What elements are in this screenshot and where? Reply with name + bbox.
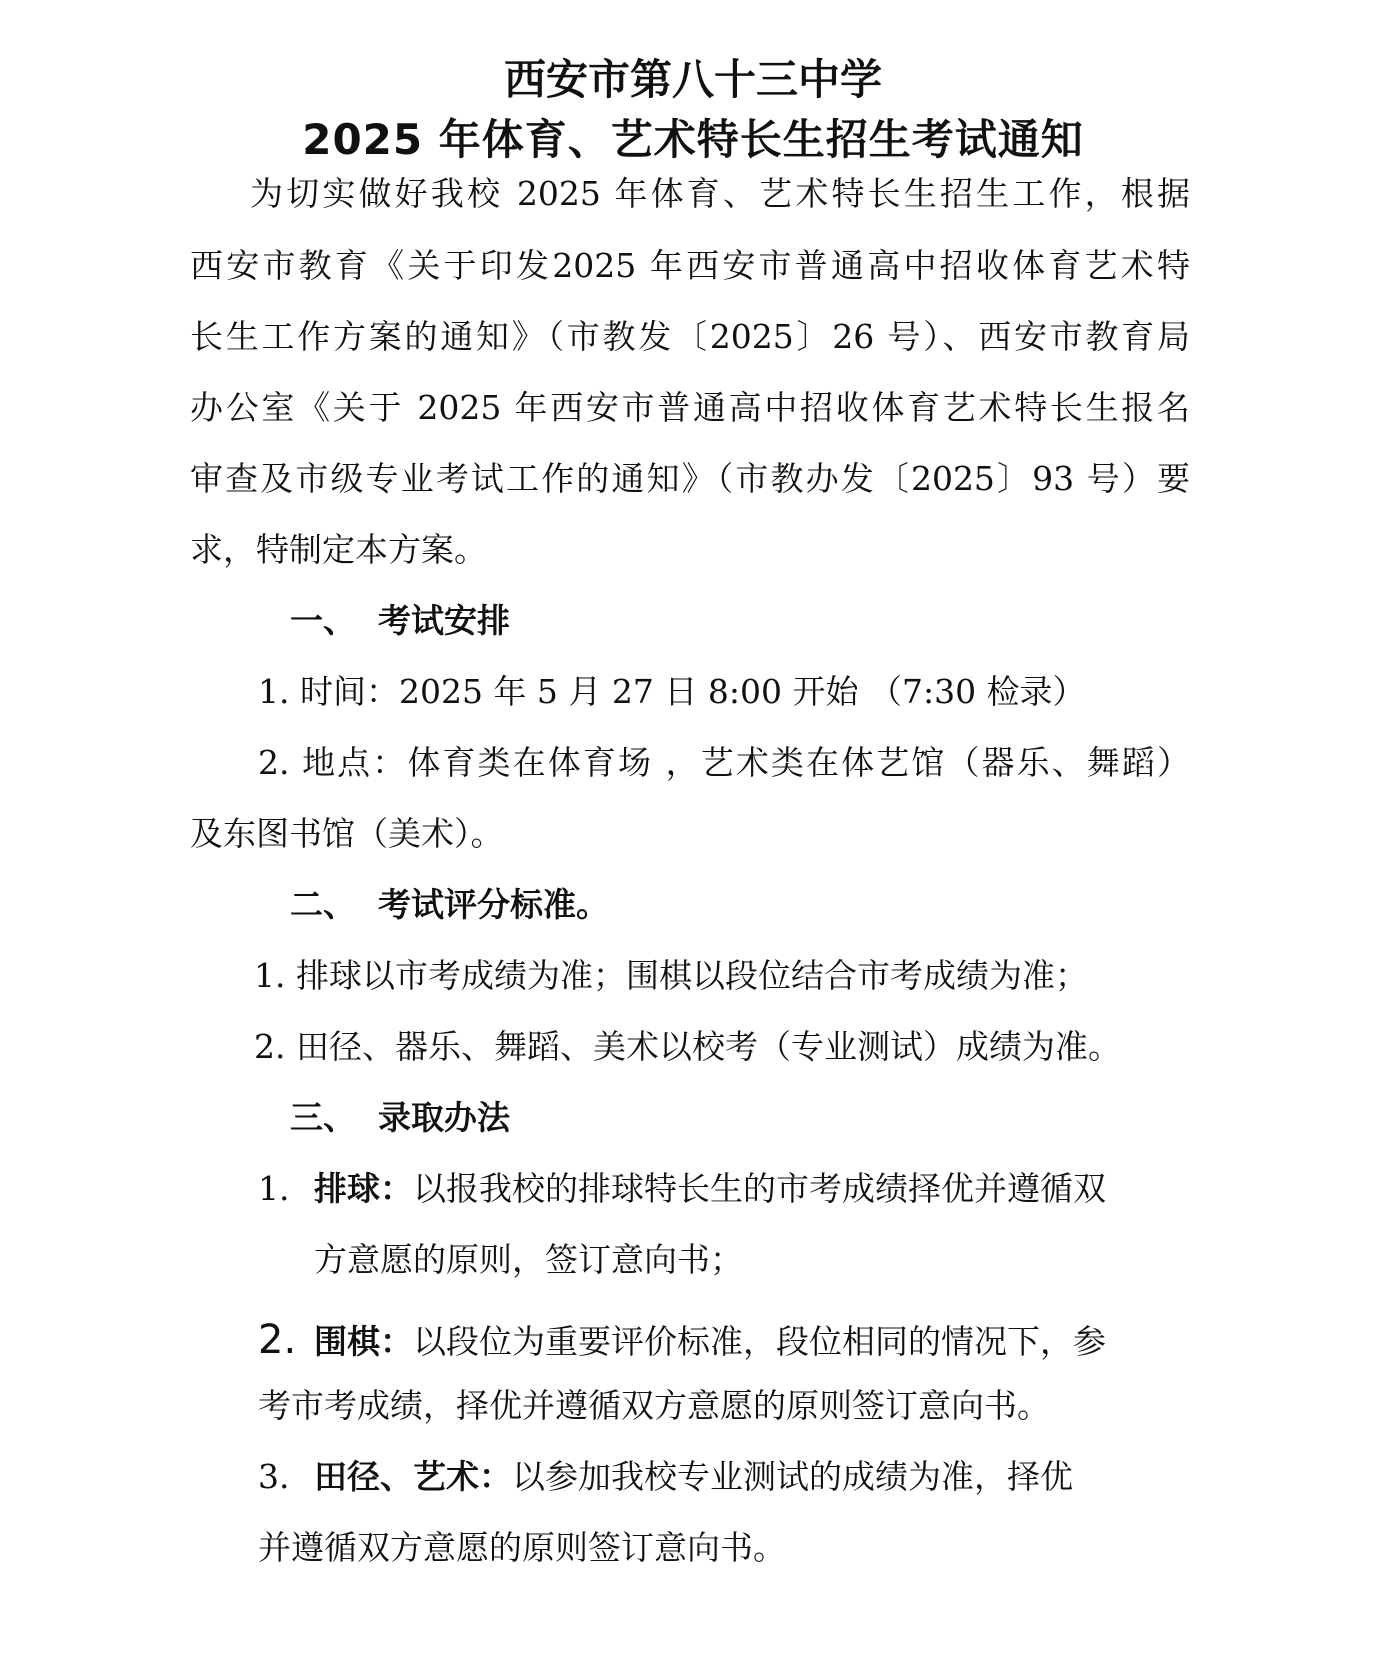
intro-line-4: 办公室《关于 2025 年西安市普通高中招收体育艺术特长生报名 — [190, 388, 1190, 427]
item-number: 2. — [258, 1317, 297, 1363]
admission-volleyball-line-2: 方意愿的原则，签订意向书； — [314, 1240, 743, 1279]
intro-line-6: 求，特制定本方案。 — [190, 530, 487, 569]
section-number: 二、 — [290, 885, 356, 924]
item-label: 田径、艺术： — [314, 1457, 512, 1496]
intro-line-2: 西安市教育《关于印发2025 年西安市普通高中招收体育艺术特 — [190, 246, 1190, 285]
item-text: 以段位为重要评价标准，段位相同的情况下，参 — [413, 1322, 1106, 1361]
section-title: 考试评分标准。 — [378, 885, 609, 924]
item-text: 以参加我校专业测试的成绩为准，择优 — [512, 1457, 1073, 1496]
exam-location-line-2: 及东图书馆（美术）。 — [190, 814, 504, 853]
exam-location-line-1: 2. 地点：体育类在体育场 ，艺术类在体艺馆（器乐、舞蹈） — [258, 743, 1190, 782]
scoring-rule-2: 2. 田径、器乐、舞蹈、美术以校考（专业测试）成绩为准。 — [254, 1027, 1121, 1066]
admission-track-art-line-2: 并遵循双方意愿的原则签订意向书。 — [258, 1528, 786, 1567]
exam-time: 1. 时间：2025 年 5 月 27 日 8:00 开始 （7:30 检录） — [258, 672, 1086, 711]
item-number: 1. — [258, 1169, 290, 1208]
section-heading-scoring — [290, 883, 609, 927]
item-label: 排球： — [314, 1169, 413, 1208]
section-number: 一、 — [290, 601, 356, 640]
intro-line-5: 审查及市级专业考试工作的通知》（市教办发〔2025〕93 号）要 — [190, 459, 1190, 498]
section-heading-exam-schedule — [290, 599, 510, 643]
intro-line-1: 为切实做好我校 2025 年体育、艺术特长生招生工作，根据 — [250, 174, 1190, 213]
admission-go-line-1 — [258, 1318, 1190, 1364]
item-number: 3. — [258, 1457, 290, 1496]
item-label: 围棋： — [314, 1322, 413, 1361]
admission-track-art-line-1 — [258, 1455, 1190, 1499]
document-title-school: 西安市第八十三中学 — [503, 55, 882, 104]
section-title: 录取办法 — [378, 1098, 510, 1137]
section-heading-admission — [290, 1096, 510, 1140]
section-title: 考试安排 — [378, 601, 510, 640]
section-number: 三、 — [290, 1098, 356, 1137]
item-text: 以报我校的排球特长生的市考成绩择优并遵循双 — [413, 1169, 1106, 1208]
scoring-rule-1: 1. 排球以市考成绩为准；围棋以段位结合市考成绩为准； — [254, 956, 1088, 995]
document-title-notice: 2025 年体育、艺术特长生招生考试通知 — [302, 115, 1084, 164]
admission-volleyball-line-1 — [258, 1167, 1190, 1211]
intro-line-3: 长生工作方案的通知》（市教发〔2025〕26 号）、西安市教育局 — [190, 317, 1190, 356]
admission-go-line-2: 考市考成绩，择优并遵循双方意愿的原则签订意向书。 — [258, 1386, 1050, 1425]
